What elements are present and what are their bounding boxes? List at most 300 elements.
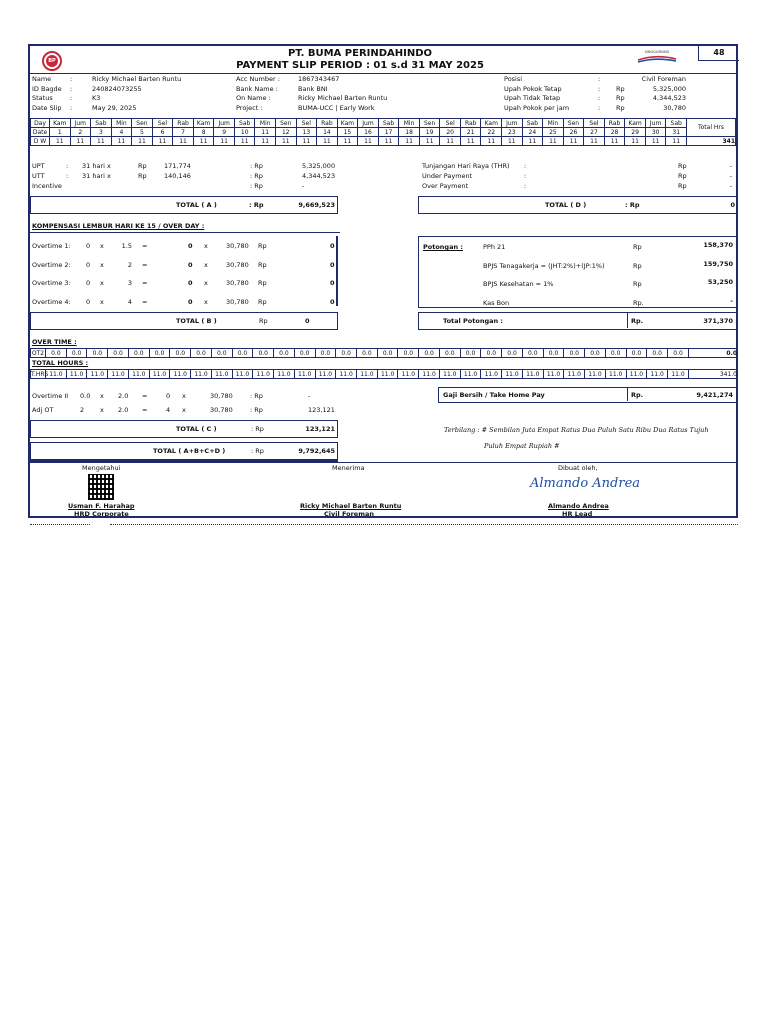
calendar-cell: Rab [173, 119, 194, 128]
calendar-cell: 11 [50, 137, 71, 146]
overday-x2: x [204, 242, 208, 250]
total-a-currency: : Rp [249, 201, 264, 209]
brand-logo [636, 50, 678, 68]
allowance-days: 31 hari x [82, 172, 111, 180]
calendar-cell: 11 [255, 128, 276, 137]
overtime-cell: 11.0 [668, 370, 689, 379]
calendar-cell: 21 [460, 128, 481, 137]
calendar-cell: 31 [666, 128, 687, 137]
calendar-cell: 11 [337, 137, 358, 146]
overtime-cell: 0.0 [191, 349, 212, 358]
other-pay-currency: Rp [678, 182, 687, 190]
overday-days: 0 [86, 279, 91, 287]
calendar-cell: 22 [481, 128, 502, 137]
calendar-cell: Jum [214, 119, 235, 128]
signer2-name: Ricky Michael Barten Runtu [300, 502, 402, 510]
brand-text: SINGGUMUNG [644, 50, 670, 54]
calendar-cell: 9 [214, 128, 235, 137]
overday-divider [336, 236, 338, 306]
calendar-cell: 11 [460, 137, 481, 146]
calendar-cell: 1 [50, 128, 71, 137]
ot-calc-result: 0 [166, 392, 171, 400]
overtime-cell: 0.0 [481, 349, 502, 358]
overtime-row-total: 0.0 [689, 349, 738, 358]
hr-signature: Almando Andrea [530, 476, 641, 491]
allowance-rate: 171,774 [164, 162, 191, 170]
allowance-currency2: : Rp [250, 162, 263, 170]
cut-line-right [110, 524, 738, 525]
wage-field-sep: : [598, 75, 601, 83]
wage-field-value: Civil Foreman [641, 75, 686, 83]
calendar-cell: Sab [378, 119, 399, 128]
calendar-cell: Sab [234, 119, 255, 128]
overday-amount: 0 [330, 297, 335, 306]
bank-field-value: 1867343467 [298, 75, 340, 83]
overday-title: KOMPENSASI LEMBUR HARI KE 15 / OVER DAY : [32, 222, 205, 230]
overtime-cell: 0.0 [564, 349, 585, 358]
deduction-value: 158,370 [703, 241, 733, 249]
ot-calc-multiplier: 2.0 [118, 406, 129, 414]
wage-field-label: Upah Tidak Tetap [504, 94, 561, 102]
calendar-cell: Sen [276, 119, 297, 128]
calendar-cell: 11 [378, 137, 399, 146]
wage-field-currency: Rp [616, 103, 625, 112]
overtime-cell: 11.0 [398, 370, 419, 379]
wage-field-sep: : [598, 84, 601, 93]
overday-currency: Rp [258, 279, 267, 287]
total-b-label: TOTAL ( B ) [176, 317, 217, 325]
calendar-cell: 6 [152, 128, 173, 137]
overtime-cell: 0.0 [274, 349, 295, 358]
prepared-label: Dibuat oleh, [558, 464, 598, 472]
calendar-cell: 11 [317, 137, 338, 146]
overday-days: 0 [86, 242, 91, 250]
overday-rate: 30,780 [226, 297, 249, 306]
overtime-cell: 11.0 [377, 370, 398, 379]
bank-field-value: Bank BNI [298, 84, 328, 93]
calendar-cell: 11 [214, 137, 235, 146]
allowance-rate: 140,146 [164, 172, 191, 180]
allowance-currency2: : Rp [250, 182, 263, 190]
overtime-cell: 0.0 [668, 349, 689, 358]
ot-calc-rate: 30,780 [210, 392, 233, 400]
overday-amount: 0 [330, 279, 335, 287]
calendar-cell: Sel [152, 119, 173, 128]
calendar-row-label: D W [31, 137, 50, 146]
calendar-cell: 3 [91, 128, 112, 137]
overtime-row-total: 341.0 [689, 370, 738, 379]
total-c-currency: : Rp [251, 425, 264, 433]
overtime-cell: 0.0 [502, 349, 523, 358]
bank-field-value: Ricky Michael Barten Runtu [298, 94, 388, 102]
deduction-value: 159,750 [703, 259, 733, 268]
wage-field-value: 4,344,523 [652, 94, 686, 102]
calendar-cell: 24 [522, 128, 543, 137]
total-hrs-value: 341 [687, 137, 736, 146]
total-hours-title: TOTAL HOURS : [32, 359, 89, 367]
overday-x2: x [204, 279, 208, 287]
ot-calc-label: Overtime II [32, 392, 69, 400]
page-number: 48 [698, 46, 739, 61]
other-pay-sep: : [524, 162, 527, 170]
bank-field-label: On Name : [236, 94, 271, 102]
allowance-currency: Rp [138, 172, 147, 180]
overtime-cell: 0.0 [522, 349, 543, 358]
total-deduction-label: Total Potongan : [443, 317, 503, 325]
calendar-cell: 29 [625, 128, 646, 137]
total-a-box [30, 196, 338, 214]
calendar-cell: 11 [255, 137, 276, 146]
cut-line-left [30, 524, 90, 525]
wage-field-sep: : [598, 94, 601, 102]
overday-days: 0 [86, 297, 91, 306]
overtime-cell: 11.0 [439, 370, 460, 379]
wage-field-sep: : [598, 103, 601, 112]
overtime-cell: 11.0 [315, 370, 336, 379]
calendar-cell: 11 [193, 137, 214, 146]
total-b-value: 0 [305, 317, 310, 325]
calendar-cell: Kam [193, 119, 214, 128]
overtime-row-label: T.HRS [31, 370, 49, 378]
calendar-cell: Sab [91, 119, 112, 128]
calendar-cell: 15 [337, 128, 358, 137]
calendar-cell: 11 [132, 137, 153, 146]
qr-code [88, 474, 114, 500]
overtime-cell: 0.0 [211, 349, 232, 358]
ot-calc-amount: - [308, 392, 311, 400]
overday-label: Overtime 4: [32, 297, 71, 306]
allowance-sep: : [66, 162, 69, 170]
overtime-cell: 0.0 [87, 349, 108, 358]
overday-result: 0 [188, 297, 193, 306]
calendar-cell: 27 [584, 128, 605, 137]
overtime-cell: 0.0 [585, 349, 606, 358]
calendar-cell: 25 [543, 128, 564, 137]
employee-field-label: Date Slip [32, 103, 62, 112]
calendar-cell: Jum [70, 119, 91, 128]
allowance-label: Incentive [32, 182, 62, 190]
deduction-currency: Rp [633, 261, 642, 270]
total-hrs-label: Total Hrs [687, 119, 736, 137]
overday-x: x [100, 260, 104, 269]
overday-label: Overtime 2: [32, 260, 71, 269]
overtime-cell: 0.0 [108, 349, 129, 358]
signer3-name: Almando Andrea [548, 502, 609, 510]
calendar-cell: 30 [645, 128, 666, 137]
employee-field-value: 240824073255 [92, 84, 142, 93]
calendar-cell: 11 [152, 137, 173, 146]
calendar-cell: 11 [502, 137, 523, 146]
calendar-cell: 11 [440, 137, 461, 146]
deduction-currency: Rp [633, 243, 642, 251]
calendar-cell: Sel [296, 119, 317, 128]
overtime-cell: 0.0 [377, 349, 398, 358]
overtime-cell: 11.0 [543, 370, 564, 379]
calendar-cell: Rab [604, 119, 625, 128]
overtime-cell: 0.0 [647, 349, 668, 358]
calendar-cell: Rab [317, 119, 338, 128]
calendar-cell: 4 [111, 128, 132, 137]
other-pay-value: - [729, 162, 732, 170]
take-home-value: 9,421,274 [696, 391, 733, 399]
overtime-cell: 11.0 [294, 370, 315, 379]
deduction-currency: Rp [633, 280, 642, 288]
other-pay-sep: : [524, 182, 527, 190]
ot-calc-eq: = [142, 406, 148, 414]
calendar-cell: 11 [276, 137, 297, 146]
calendar-cell: 11 [419, 137, 440, 146]
calendar-cell: 23 [502, 128, 523, 137]
overday-x: x [100, 242, 104, 250]
other-pay-label: Under Payment [422, 172, 473, 180]
calendar-cell: Min [543, 119, 564, 128]
wage-field-value: 5,325,000 [652, 84, 686, 93]
overtime-cell: 0.0 [626, 349, 647, 358]
overtime-cell: 11.0 [274, 370, 295, 379]
overtime-cell: 0.0 [294, 349, 315, 358]
calendar-cell: 26 [563, 128, 584, 137]
overtime-cell: 11.0 [626, 370, 647, 379]
wage-field-currency: Rp [616, 94, 625, 102]
calendar-cell: 2 [70, 128, 91, 137]
overtime-cell: 0.0 [66, 349, 87, 358]
received-label: Menerima [332, 464, 365, 472]
calendar-cell: Jum [358, 119, 379, 128]
deduction-value: - [730, 296, 733, 305]
overtime-cell: 11.0 [585, 370, 606, 379]
overday-x: x [100, 297, 104, 306]
overday-result: 0 [188, 260, 193, 269]
employee-field-sep: : [70, 84, 73, 93]
take-home-box [438, 387, 738, 403]
overtime-cell: 11.0 [460, 370, 481, 379]
overtime-cell: 11.0 [605, 370, 626, 379]
ot-calc-x2: x [182, 392, 186, 400]
total-c-label: TOTAL ( C ) [176, 425, 217, 433]
overday-eq: = [142, 297, 148, 306]
allowance-currency: Rp [138, 162, 147, 170]
calendar-cell: Rab [460, 119, 481, 128]
company-logo: BP [42, 51, 62, 71]
ot2-row [30, 348, 738, 358]
allowance-amount: 5,325,000 [302, 162, 336, 170]
employee-field-sep: : [70, 75, 73, 83]
terbilang-line1: Terbilang : # Sembilan Juta Empat Ratus Dua Puluh Satu Ribu Dua Ratus Tujuh [444, 426, 709, 434]
overtime-cell: 0.0 [605, 349, 626, 358]
overtime-cell: 11.0 [46, 370, 67, 379]
calendar-cell: 11 [584, 137, 605, 146]
allowance-amount: - [302, 182, 305, 190]
calendar-cell: 18 [399, 128, 420, 137]
overtime-cell: 11.0 [336, 370, 357, 379]
deduction-label: BPJS Tenagakerja = (JHT:2%)+(JP:1%) [483, 261, 605, 270]
overday-eq: = [142, 279, 148, 287]
ot-calc-currency: : Rp [250, 392, 263, 400]
calendar-cell: 16 [358, 128, 379, 137]
employee-field-label: Name [32, 75, 52, 83]
overtime-cell: 0.0 [419, 349, 440, 358]
overtime-cell: 0.0 [232, 349, 253, 358]
total-d-label: TOTAL ( D ) [545, 201, 587, 209]
calendar-cell: 5 [132, 128, 153, 137]
overtime-cell: 11.0 [232, 370, 253, 379]
overtime-cell: 11.0 [108, 370, 129, 379]
overday-rate: 30,780 [226, 260, 249, 269]
total-a-value: 9,669,523 [298, 201, 335, 209]
calendar-cell: 11 [399, 137, 420, 146]
overtime-cell: 0.0 [460, 349, 481, 358]
calendar-cell: 11 [358, 137, 379, 146]
deduction-currency: Rp. [633, 298, 644, 307]
overtime-cell: 11.0 [647, 370, 668, 379]
calendar-cell: Min [255, 119, 276, 128]
total-a-label: TOTAL ( A ) [176, 201, 217, 209]
calendar-cell: 28 [604, 128, 625, 137]
attendance-calendar [30, 118, 736, 146]
calendar-cell: Sab [522, 119, 543, 128]
overtime-cell: 0.0 [439, 349, 460, 358]
overtime-cell: 11.0 [357, 370, 378, 379]
calendar-cell: 11 [522, 137, 543, 146]
overday-currency: Rp [258, 260, 267, 269]
grand-total-label: TOTAL ( A+B+C+D ) [153, 447, 226, 455]
calendar-cell: 11 [234, 137, 255, 146]
overtime-cell: 11.0 [170, 370, 191, 379]
ot-calc-result: 4 [166, 406, 171, 414]
grand-total-currency: : Rp [251, 447, 264, 455]
overday-multiplier: 2 [127, 260, 132, 269]
signer1-name: Usman F. Harahap [68, 502, 135, 510]
calendar-cell: Sel [584, 119, 605, 128]
signer2-title: Civil Foreman [324, 510, 374, 518]
deduction-box [418, 236, 738, 308]
calendar-cell: 11 [173, 137, 194, 146]
overday-multiplier: 4 [127, 297, 132, 306]
employee-field-value: Ricky Michael Barten Runtu [92, 75, 182, 83]
overtime-cell: 0.0 [543, 349, 564, 358]
allowance-sep: : [66, 172, 69, 180]
employee-field-label: ID Bagde [32, 84, 62, 93]
ot-calc-multiplier: 2.0 [118, 392, 129, 400]
calendar-row-label: Date [31, 128, 50, 137]
calendar-cell: 13 [296, 128, 317, 137]
calendar-cell: 8 [193, 128, 214, 137]
ot-calc-currency: : Rp [250, 406, 263, 414]
total-d-currency: : Rp [625, 201, 640, 209]
take-home-label: Gaji Bersih / Take Home Pay [443, 391, 545, 399]
calendar-cell: 11 [645, 137, 666, 146]
overday-label: Overtime 3: [32, 279, 71, 287]
calendar-cell: 11 [481, 137, 502, 146]
overday-rate: 30,780 [226, 242, 249, 250]
overtime-cell: 0.0 [128, 349, 149, 358]
terbilang-line2: Puluh Empat Rupiah # [484, 442, 560, 450]
other-pay-currency: Rp [678, 162, 687, 170]
employee-field-sep: : [70, 103, 73, 112]
ot-calc-label: Adj OT [32, 406, 54, 414]
overtime-cell: 11.0 [419, 370, 440, 379]
overday-eq: = [142, 260, 148, 269]
calendar-cell: 12 [276, 128, 297, 137]
allowance-days: 31 hari x [82, 162, 111, 170]
calendar-cell: Kam [625, 119, 646, 128]
calendar-cell: Sen [419, 119, 440, 128]
overtime-cell: 0.0 [336, 349, 357, 358]
overtime-cell: 11.0 [253, 370, 274, 379]
deduction-label: PPh 21 [483, 243, 506, 251]
overday-amount: 0 [330, 260, 335, 269]
calendar-cell: Kam [50, 119, 71, 128]
total-b-box [30, 312, 338, 330]
overtime-cell: 0.0 [315, 349, 336, 358]
company-name: PT. BUMA PERINDAHINDO [287, 48, 433, 59]
other-pay-currency: Rp [678, 172, 687, 180]
calendar-cell: 19 [419, 128, 440, 137]
allowance-currency2: : Rp [250, 172, 263, 180]
slip-period: PAYMENT SLIP PERIOD : 01 s.d 31 MAY 2025 [236, 60, 484, 71]
ot-calc-x: x [100, 392, 104, 400]
wage-field-label: Upah Pokok Tetap [504, 84, 562, 93]
calendar-cell: Sel [440, 119, 461, 128]
ot-calc-rate: 30,780 [210, 406, 233, 414]
total-deduction-box [418, 312, 738, 330]
calendar-cell: 11 [666, 137, 687, 146]
other-pay-label: Over Payment [422, 182, 469, 190]
deduction-value: 53,250 [707, 278, 733, 286]
calendar-cell: 11 [91, 137, 112, 146]
total-hours-row [30, 369, 738, 379]
calendar-cell: 7 [173, 128, 194, 137]
calendar-cell: 10 [234, 128, 255, 137]
deduction-title: Potongan : [423, 243, 463, 251]
allowance-label: UTT [32, 172, 45, 180]
overtime-cell: 11.0 [87, 370, 108, 379]
overday-result: 0 [188, 242, 193, 250]
allowance-amount: 4,344,523 [302, 172, 336, 180]
bank-field-label: Bank Name : [236, 84, 278, 93]
overday-currency: Rp [258, 242, 267, 250]
grand-total-value: 9,792,645 [298, 447, 335, 455]
overday-currency: Rp [258, 297, 267, 306]
employee-field-value: K3 [92, 94, 101, 102]
payment-slip [28, 44, 738, 518]
calendar-cell: Jum [502, 119, 523, 128]
calendar-cell: 20 [440, 128, 461, 137]
overtime-cell: 11.0 [502, 370, 523, 379]
calendar-cell: 11 [543, 137, 564, 146]
overday-amount: 0 [330, 242, 335, 250]
total-d-box [418, 196, 738, 214]
overtime-cell: 11.0 [481, 370, 502, 379]
signer3-title: HR Lead [562, 510, 593, 518]
calendar-cell: 14 [317, 128, 338, 137]
bank-field-label: Project : [236, 103, 263, 112]
calendar-cell: Min [399, 119, 420, 128]
calendar-cell: 17 [378, 128, 399, 137]
ot-calc-hours: 0.0 [80, 392, 91, 400]
deduction-label: BPJS Kesehatan = 1% [483, 280, 554, 288]
total-d-value: 0 [730, 201, 735, 209]
overday-x2: x [204, 297, 208, 306]
calendar-cell: Min [111, 119, 132, 128]
signer1-title: HRD Corporate [74, 510, 129, 518]
overtime-cell: 0.0 [149, 349, 170, 358]
overtime-cell: 11.0 [149, 370, 170, 379]
overday-multiplier: 1.5 [121, 242, 132, 250]
overtime-cell: 0.0 [398, 349, 419, 358]
calendar-cell: Sen [563, 119, 584, 128]
wage-field-value: 30,780 [663, 103, 686, 112]
